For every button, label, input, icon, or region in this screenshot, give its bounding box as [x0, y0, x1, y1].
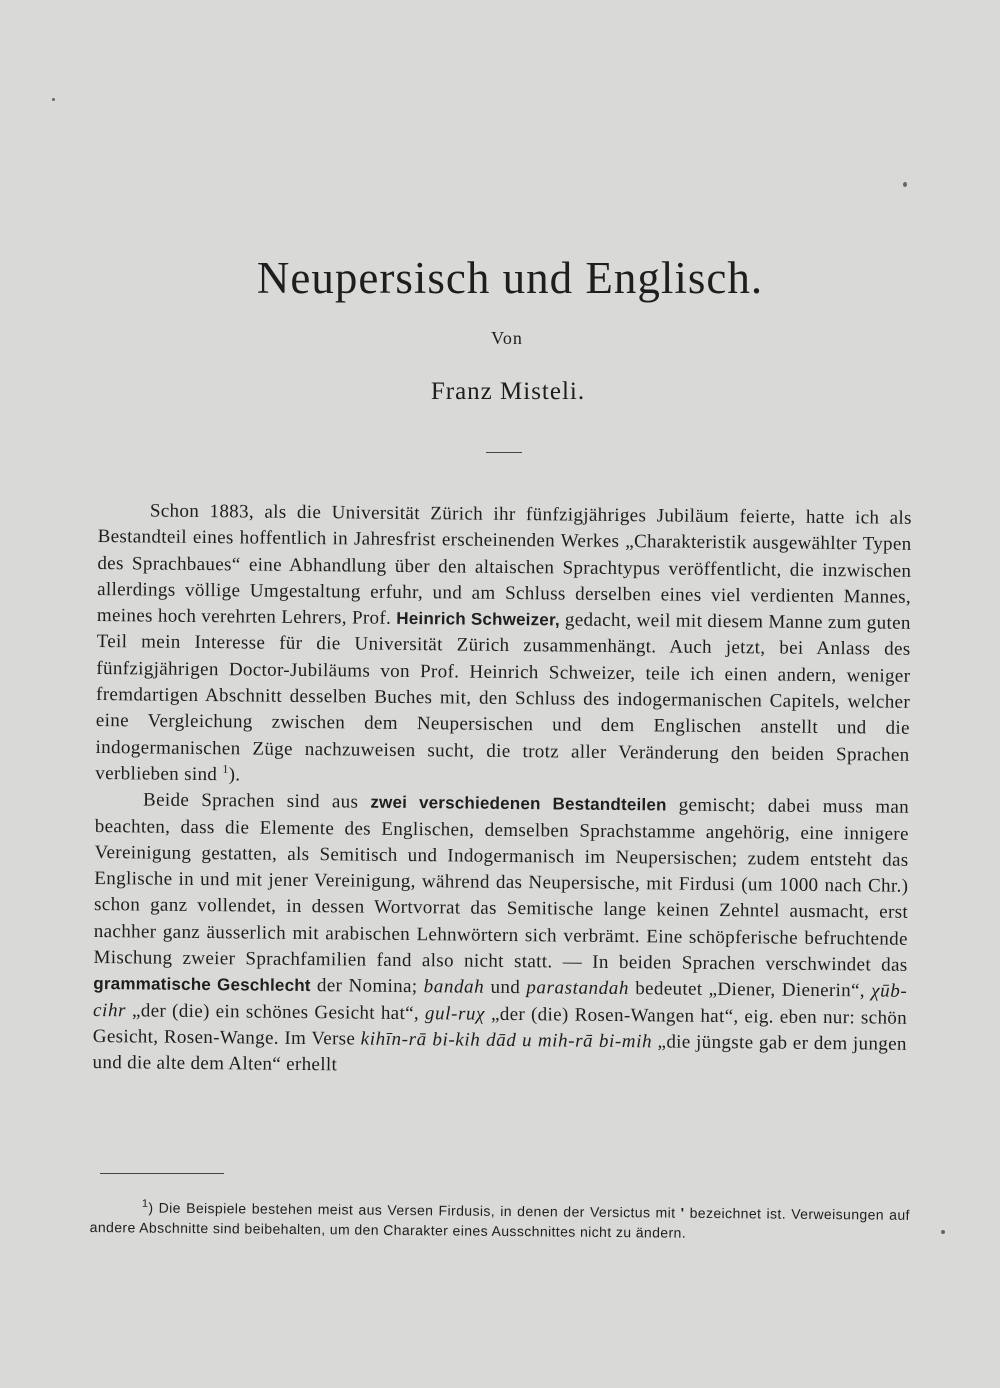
text-span: „der (die) ein schönes Gesicht hat“,: [125, 999, 426, 1024]
footnote-marker: 1: [141, 1197, 149, 1210]
italic-term: kihīn-rā bi-kih dād u mih-rā bi-mih: [360, 1028, 653, 1053]
text-span: Beide Sprachen sind aus: [143, 789, 371, 813]
text-span: ) Die Beispiele bestehen meist aus Versen Firdusis, in denen der Versictus mit: [148, 1199, 681, 1221]
text-span: bezeichnet ist. Verweisungen auf andere Abschnitte sind beibehalten, um den Charakter eines Ausschnittes nicht zu ändern.: [89, 1204, 910, 1241]
italic-term: gul-ruχ: [424, 1002, 486, 1025]
paper-speck: [52, 98, 55, 101]
article-body: [92, 498, 912, 1084]
bold-term: zwei verschiedenen Bestandteilen: [370, 792, 667, 815]
italic-term: parastandah: [526, 977, 630, 1000]
text-span: „die jüngste gab er dem jungen und die alte dem Alten“ erhellt: [92, 1031, 907, 1076]
text-span: der Nomina;: [310, 975, 424, 998]
article-title: Neupersisch und Englisch.: [256, 253, 764, 303]
paper-speck: [903, 182, 907, 187]
ictus-symbol: ʹ: [680, 1204, 685, 1221]
name-emphasis: Heinrich Schweizer,: [396, 609, 560, 630]
footnote-reference: 1: [222, 761, 229, 776]
title-divider: [486, 452, 522, 453]
footnote: [90, 1198, 910, 1245]
author-name: Franz Misteli.: [430, 378, 586, 405]
footnote-text: [90, 1198, 910, 1245]
footnote-divider: [100, 1173, 224, 1174]
text-span: bedeutet „Diener, Dienerin“,: [628, 978, 872, 1002]
paragraph-1: [95, 498, 912, 795]
text-span: ).: [228, 764, 241, 786]
bold-term: grammatische Geschlecht: [93, 974, 311, 996]
text-span: Schon 1883, als die Universität Zürich ihr fünfzigjähriges Jubiläum feierte, hatte ich als Bestandteil eines hoffentlich in Jahresfrist erscheinenden Werkes „Charakteristik ausgewählter Typen des Sprachbaues“ eine Abhandlung über den altaischen Sprachtypus veröffentlicht, die inzwischen allerdings völlige Umgestaltung erfuhr, und am Schluss derselben eines viel verdienten Mannes, meines hoch verehrten Lehrers, Prof.: [96, 500, 912, 630]
text-span: gemischt; dabei muss man beachten, dass die Elemente des Englischen, demselben Sprachstamme angehörig, eine innigere Vereinigung gestatten, als Semitisch und Indogermanisch im Neupersischen; zudem entsteht das Englische in und mit jener Vereinigung, während das Neupersische, mit Firdusi (um 1000 nach Chr.) schon ganz vollendet, in dessen Wortvorrat das Semitische lange keinen Zehntel ausmacht, erst nachher ganz äusserlich mit arabischen Lehnwörtern sich verbrämt. Eine schöpferische befruchtende Mischung zweier Sprachfamilien fand also nicht statt. — In beiden Sprachen verschwindet das: [93, 794, 910, 976]
text-span: „der (die) Rosen-Wangen hat“, eig. eben nur: schön Gesicht, Rosen-Wange. Im Verse: [92, 1003, 908, 1050]
text-span: und: [484, 977, 527, 999]
byline-von: Von: [491, 328, 523, 348]
italic-term: bandah: [423, 976, 485, 999]
italic-term: χūb-cihr: [92, 980, 908, 1021]
text-span: gedacht, weil mit diesem Manne zum guten Teil mein Interesse für die Universität Zürich zusammenhängt. Auch jetzt, bei Anlass des fünfzigjährigen Doctor-Jubiläums von Prof. Heinrich Schweizer, teile ich einen andern, weniger fremdartigen Abschnitt desselben Buches mit, den Schluss des indogermanischen Capitels, welcher eine Vergleichung zwischen dem Neupersischen und dem Englischen anstellt und die indogermanischen Züge nachzuweisen sucht, die trotz aller Veränderung den beiden Sprachen verblieben sind: [95, 609, 911, 786]
paragraph-2: [92, 787, 909, 1084]
paper-speck: [941, 1230, 945, 1234]
